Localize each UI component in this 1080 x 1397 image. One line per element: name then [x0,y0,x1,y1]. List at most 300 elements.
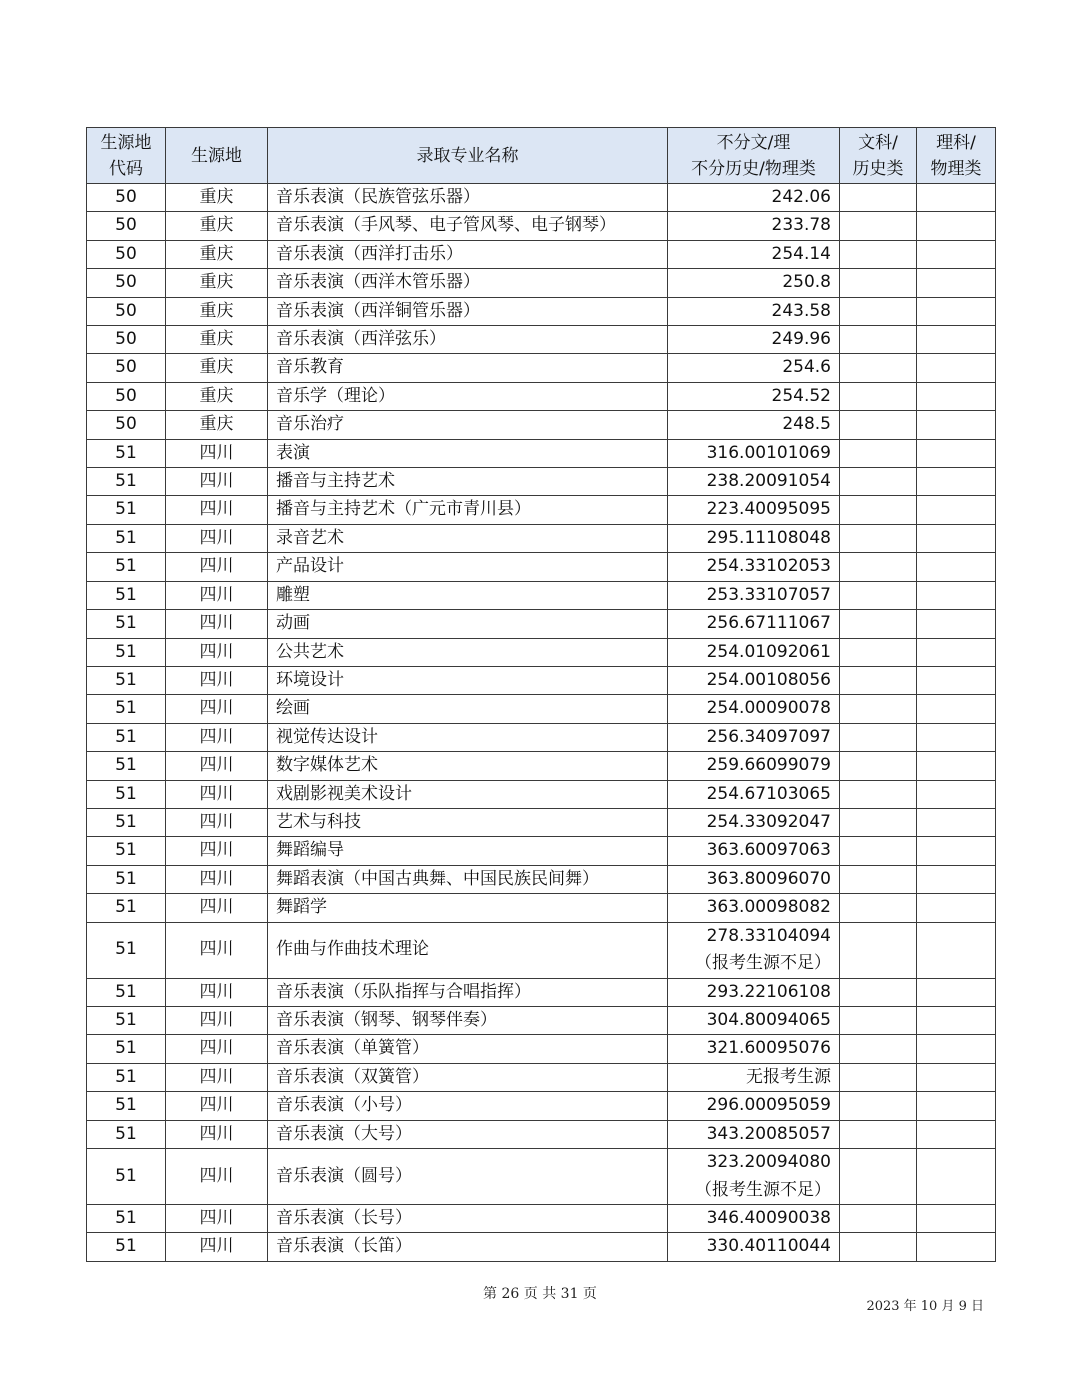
header-score-science-line1: 理科/ [936,132,976,153]
cell-major-name: 音乐表演（民族管弦乐器） [268,184,668,212]
cell-score-liberal [840,865,917,893]
cell-score-science [917,354,996,382]
cell-score-all [668,922,840,978]
score-value: 254.00090078 [706,698,831,719]
cell-score-science [917,922,996,978]
cell-score-science [917,666,996,694]
score-value: 254.67103065 [706,783,831,804]
cell-score-all [668,723,840,751]
cell-score-all [668,780,840,808]
cell-score-all [668,1063,840,1091]
cell-province: 四川 [166,1205,268,1233]
cell-score-all [668,837,840,865]
cell-score-science [917,1149,996,1205]
cell-province: 四川 [166,1149,268,1205]
cell-province-code: 51 [87,780,166,808]
cell-score-science [917,524,996,552]
header-score-liberal-line2: 历史类 [852,158,904,179]
cell-score-liberal [840,496,917,524]
cell-province: 重庆 [166,269,268,297]
score-value: 233.78 [771,215,831,236]
cell-score-all [668,695,840,723]
cell-province: 四川 [166,1006,268,1034]
cell-score-all [668,808,840,836]
cell-major-name: 音乐表演（西洋铜管乐器） [268,297,668,325]
cell-score-liberal [840,212,917,240]
cell-province-code: 51 [87,723,166,751]
cell-score-all [668,666,840,694]
table-row [87,638,996,666]
score-value: 254.6 [782,357,831,378]
score-value: 363.80096070 [706,868,831,889]
table-body [87,184,996,1262]
table-row [87,581,996,609]
table-row [87,269,996,297]
cell-province: 四川 [166,581,268,609]
cell-province: 重庆 [166,354,268,382]
cell-score-liberal [840,610,917,638]
score-value: 253.33107057 [706,584,831,605]
table-row [87,922,996,978]
cell-major-name: 音乐表演（手风琴、电子管风琴、电子钢琴） [268,212,668,240]
cell-score-science [917,184,996,212]
cell-province-code: 50 [87,354,166,382]
cell-major-name: 视觉传达设计 [268,723,668,751]
cell-score-science [917,439,996,467]
cell-score-all [668,1006,840,1034]
cell-score-all [668,496,840,524]
cell-score-liberal [840,439,917,467]
cell-major-name: 舞蹈编导 [268,837,668,865]
cell-province: 四川 [166,723,268,751]
cell-province-code: 50 [87,326,166,354]
cell-score-science [917,837,996,865]
table-row [87,1092,996,1120]
score-value: 316.00101069 [706,442,831,463]
score-value: 293.22106108 [706,981,831,1002]
table-row [87,411,996,439]
cell-score-liberal [840,581,917,609]
score-value: 无报考生源 [746,1066,831,1087]
cell-score-liberal [840,780,917,808]
header-score-science-line2: 物理类 [930,158,982,179]
cell-province: 四川 [166,780,268,808]
admission-score-table [86,127,996,1262]
cell-major-name: 绘画 [268,695,668,723]
cell-major-name: 动画 [268,610,668,638]
table-row [87,1149,996,1205]
score-value: 254.14 [771,243,831,264]
cell-score-science [917,1035,996,1063]
cell-score-liberal [840,1006,917,1034]
cell-province-code: 51 [87,922,166,978]
cell-major-name: 舞蹈学 [268,894,668,922]
cell-province-code: 50 [87,382,166,410]
cell-score-science [917,978,996,1006]
cell-province: 四川 [166,468,268,496]
header-score-all-line2: 不分历史/物理类 [691,158,816,179]
score-value: 343.20085057 [706,1123,831,1144]
cell-province: 四川 [166,496,268,524]
cell-major-name: 戏剧影视美术设计 [268,780,668,808]
cell-score-all [668,894,840,922]
cell-score-all [668,610,840,638]
cell-score-all [668,411,840,439]
table-row [87,978,996,1006]
table-row [87,780,996,808]
cell-score-liberal [840,524,917,552]
cell-province-code: 51 [87,695,166,723]
cell-major-name: 作曲与作曲技术理论 [268,922,668,978]
cell-score-liberal [840,978,917,1006]
table-row [87,808,996,836]
table-row [87,1205,996,1233]
cell-province: 重庆 [166,212,268,240]
cell-province: 四川 [166,439,268,467]
cell-province: 四川 [166,610,268,638]
cell-province-code: 51 [87,1035,166,1063]
cell-score-science [917,1063,996,1091]
cell-province-code: 51 [87,1205,166,1233]
cell-score-all [668,581,840,609]
cell-score-science [917,581,996,609]
cell-province-code: 51 [87,610,166,638]
cell-score-liberal [840,184,917,212]
cell-province-code: 51 [87,837,166,865]
cell-major-name: 音乐表演（长笛） [268,1233,668,1261]
cell-province-code: 50 [87,240,166,268]
cell-score-all [668,524,840,552]
table-row [87,297,996,325]
cell-score-liberal [840,837,917,865]
cell-province-code: 51 [87,468,166,496]
score-value: 249.96 [771,329,831,350]
table-row [87,524,996,552]
table-row [87,723,996,751]
cell-score-liberal [840,354,917,382]
cell-score-all [668,326,840,354]
cell-province: 四川 [166,922,268,978]
cell-score-science [917,723,996,751]
table-row [87,184,996,212]
cell-major-name: 音乐表演（西洋木管乐器） [268,269,668,297]
cell-score-liberal [840,894,917,922]
cell-province-code: 51 [87,1063,166,1091]
table-row [87,695,996,723]
cell-province-code: 50 [87,184,166,212]
header-score-liberal-line1: 文科/ [858,132,898,153]
cell-province-code: 51 [87,1120,166,1148]
cell-score-liberal [840,1035,917,1063]
header-province-code [87,128,166,184]
cell-score-science [917,638,996,666]
cell-province: 四川 [166,553,268,581]
header-major-name: 录取专业名称 [268,128,668,184]
cell-score-all [668,212,840,240]
cell-province: 四川 [166,1063,268,1091]
cell-major-name: 播音与主持艺术 [268,468,668,496]
table-row [87,666,996,694]
cell-score-liberal [840,411,917,439]
cell-score-all [668,354,840,382]
document-date: 2023 年 10 月 9 日 [866,1299,984,1314]
cell-score-all [668,1205,840,1233]
table-row [87,1006,996,1034]
score-value: 238.20091054 [706,471,831,492]
cell-score-liberal [840,269,917,297]
score-value: 295.11108048 [706,527,831,548]
cell-province: 重庆 [166,411,268,439]
cell-province-code: 51 [87,1092,166,1120]
cell-major-name: 音乐学（理论） [268,382,668,410]
cell-major-name: 音乐教育 [268,354,668,382]
header-score-all-line1: 不分文/理 [716,132,791,153]
score-value: 278.33104094 [706,925,831,946]
cell-score-liberal [840,468,917,496]
cell-score-all [668,553,840,581]
cell-score-science [917,297,996,325]
cell-score-science [917,695,996,723]
cell-province: 重庆 [166,297,268,325]
score-value: 254.52 [771,385,831,406]
score-value: 321.60095076 [706,1038,831,1059]
cell-score-liberal [840,638,917,666]
cell-major-name: 音乐表演（长号） [268,1205,668,1233]
cell-province: 重庆 [166,184,268,212]
cell-score-science [917,1120,996,1148]
score-value: 304.80094065 [706,1009,831,1030]
cell-major-name: 音乐表演（圆号） [268,1149,668,1205]
score-value: 248.5 [782,414,831,435]
cell-score-science [917,553,996,581]
cell-province-code: 50 [87,212,166,240]
cell-major-name: 表演 [268,439,668,467]
cell-province: 四川 [166,1233,268,1261]
cell-score-science [917,382,996,410]
header-score-liberal [840,128,917,184]
cell-province: 四川 [166,1092,268,1120]
table-row [87,354,996,382]
cell-score-all [668,269,840,297]
score-value: 346.40090038 [706,1208,831,1228]
cell-major-name: 音乐表演（乐队指挥与合唱指挥） [268,978,668,1006]
cell-province: 四川 [166,978,268,1006]
table-row [87,439,996,467]
cell-major-name: 雕塑 [268,581,668,609]
cell-score-science [917,212,996,240]
score-note: （报考生源不足） [695,1179,831,1200]
cell-score-all [668,1149,840,1205]
cell-province: 四川 [166,894,268,922]
cell-score-liberal [840,1205,917,1233]
cell-score-liberal [840,382,917,410]
cell-province: 四川 [166,865,268,893]
cell-major-name: 音乐表演（单簧管） [268,1035,668,1063]
table-row [87,468,996,496]
cell-score-science [917,468,996,496]
cell-major-name: 艺术与科技 [268,808,668,836]
cell-major-name: 音乐表演（大号） [268,1120,668,1148]
cell-province-code: 51 [87,1233,166,1261]
cell-major-name: 录音艺术 [268,524,668,552]
cell-score-liberal [840,1092,917,1120]
table-row [87,326,996,354]
cell-score-science [917,610,996,638]
cell-province-code: 50 [87,297,166,325]
cell-major-name: 环境设计 [268,666,668,694]
score-value: 254.33092047 [706,811,831,832]
table-row [87,865,996,893]
cell-province-code: 50 [87,411,166,439]
header-score-science [917,128,996,184]
cell-score-science [917,326,996,354]
score-value: 243.58 [771,300,831,321]
cell-score-science [917,780,996,808]
cell-score-science [917,1092,996,1120]
cell-score-liberal [840,808,917,836]
cell-score-all [668,752,840,780]
table-row [87,1063,996,1091]
score-value: 259.66099079 [706,755,831,776]
cell-score-liberal [840,240,917,268]
cell-major-name: 音乐治疗 [268,411,668,439]
cell-province-code: 51 [87,638,166,666]
cell-major-name: 数字媒体艺术 [268,752,668,780]
table-row [87,496,996,524]
cell-score-liberal [840,922,917,978]
cell-score-liberal [840,1063,917,1091]
table-row [87,837,996,865]
cell-major-name: 产品设计 [268,553,668,581]
cell-score-science [917,240,996,268]
score-value: 330.40110044 [706,1236,831,1257]
cell-score-all [668,382,840,410]
table-row [87,1120,996,1148]
cell-score-all [668,865,840,893]
cell-score-all [668,1120,840,1148]
cell-province-code: 51 [87,1006,166,1034]
cell-province: 四川 [166,752,268,780]
cell-score-all [668,297,840,325]
score-value: 223.40095095 [706,499,831,520]
table-row [87,382,996,410]
table-header-row [87,128,996,184]
cell-province-code: 51 [87,496,166,524]
cell-province: 四川 [166,524,268,552]
score-value: 323.20094080 [706,1152,831,1173]
cell-score-science [917,752,996,780]
cell-province-code: 51 [87,439,166,467]
page-number: 第 26 页 共 31 页 [483,1286,597,1302]
cell-major-name: 音乐表演（西洋弦乐） [268,326,668,354]
cell-score-liberal [840,723,917,751]
cell-major-name: 音乐表演（小号） [268,1092,668,1120]
cell-score-science [917,808,996,836]
cell-score-science [917,411,996,439]
cell-score-all [668,184,840,212]
header-province: 生源地 [166,128,268,184]
cell-province: 四川 [166,837,268,865]
cell-score-all [668,468,840,496]
cell-province: 重庆 [166,382,268,410]
cell-province-code: 51 [87,808,166,836]
score-value: 363.00098082 [706,897,831,918]
table-row [87,240,996,268]
cell-province-code: 51 [87,581,166,609]
score-value: 254.00108056 [706,669,831,690]
cell-score-science [917,1006,996,1034]
cell-score-liberal [840,326,917,354]
cell-score-liberal [840,1149,917,1205]
cell-score-liberal [840,752,917,780]
table-row [87,752,996,780]
score-value: 254.01092061 [706,641,831,662]
cell-province: 四川 [166,808,268,836]
score-value: 256.34097097 [706,726,831,747]
cell-major-name: 音乐表演（西洋打击乐） [268,240,668,268]
score-value: 296.00095059 [706,1095,831,1116]
cell-score-science [917,894,996,922]
score-value: 242.06 [771,187,831,207]
header-score-all [668,128,840,184]
cell-major-name: 播音与主持艺术（广元市青川县） [268,496,668,524]
table-row [87,553,996,581]
table-row [87,610,996,638]
table-row [87,212,996,240]
score-value: 363.60097063 [706,840,831,861]
score-value: 256.67111067 [706,613,831,634]
cell-major-name: 舞蹈表演（中国古典舞、中国民族民间舞） [268,865,668,893]
score-value: 250.8 [782,272,831,293]
cell-score-science [917,1233,996,1261]
cell-score-science [917,1205,996,1233]
cell-score-liberal [840,666,917,694]
cell-province-code: 51 [87,553,166,581]
table-row [87,894,996,922]
cell-score-all [668,1035,840,1063]
cell-score-all [668,638,840,666]
cell-score-science [917,496,996,524]
cell-score-all [668,1092,840,1120]
cell-major-name: 音乐表演（双簧管） [268,1063,668,1091]
score-value: 254.33102053 [706,556,831,577]
cell-province-code: 50 [87,269,166,297]
cell-score-liberal [840,1120,917,1148]
cell-province: 重庆 [166,326,268,354]
header-province-code-line1: 生源地 [100,132,152,153]
cell-score-science [917,269,996,297]
header-province-code-line2: 代码 [109,158,143,179]
cell-province-code: 51 [87,894,166,922]
cell-province-code: 51 [87,524,166,552]
cell-province-code: 51 [87,978,166,1006]
cell-province: 四川 [166,638,268,666]
cell-province-code: 51 [87,666,166,694]
table-row [87,1035,996,1063]
table-row [87,1233,996,1261]
cell-province: 四川 [166,1035,268,1063]
cell-score-liberal [840,695,917,723]
cell-score-science [917,865,996,893]
cell-province-code: 51 [87,1149,166,1205]
cell-province: 四川 [166,695,268,723]
cell-major-name: 音乐表演（钢琴、钢琴伴奏） [268,1006,668,1034]
cell-province: 重庆 [166,240,268,268]
cell-province: 四川 [166,1120,268,1148]
score-note: （报考生源不足） [695,953,831,974]
cell-score-liberal [840,1233,917,1261]
cell-province-code: 51 [87,752,166,780]
